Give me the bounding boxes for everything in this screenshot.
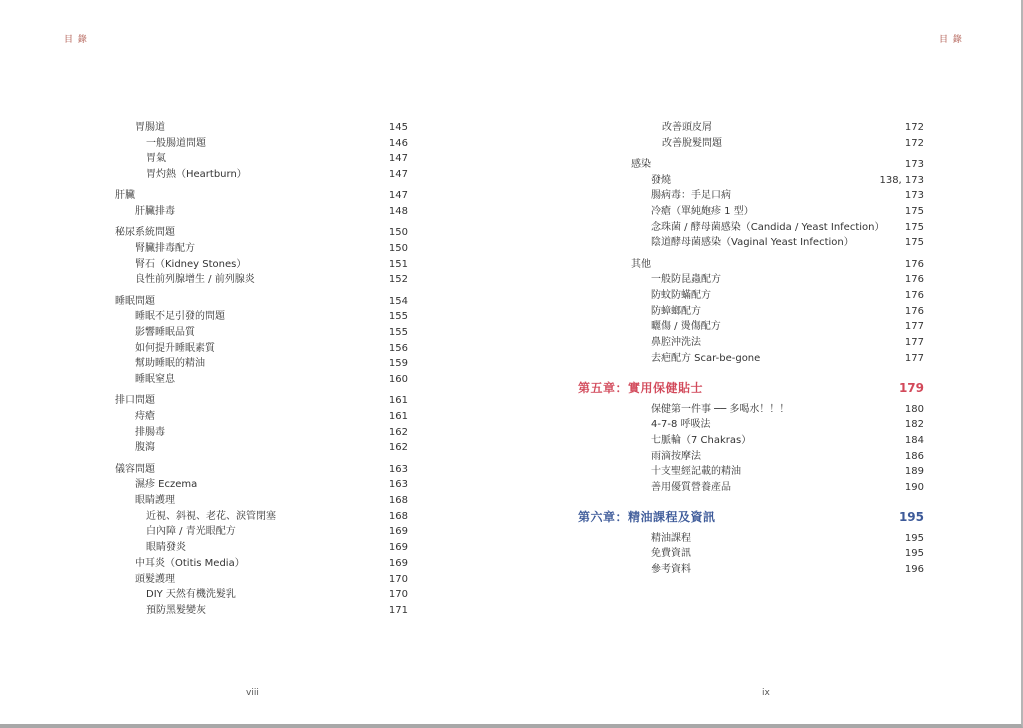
toc-entry-page: 146 xyxy=(388,137,408,149)
toc-entry xyxy=(115,372,408,388)
toc-entry-page: 173 xyxy=(904,190,924,202)
toc-entry xyxy=(631,204,924,220)
toc-entry xyxy=(631,402,924,418)
toc-entry-title: 近視、斜視、老花、淚管閉塞 xyxy=(146,510,276,522)
toc-entry xyxy=(631,319,924,335)
toc-entry-title: 中耳炎（Otitis Media） xyxy=(135,557,245,569)
toc-entry xyxy=(115,477,408,493)
toc-entry-page: 170 xyxy=(388,589,408,601)
toc-entry xyxy=(115,409,408,425)
toc-entry-page: 177 xyxy=(904,321,924,333)
toc-entry-title: 一般腸道問題 xyxy=(146,137,206,149)
toc-entry-page: 175 xyxy=(904,237,924,249)
toc-entry xyxy=(631,464,924,480)
toc-entry-title: 腹瀉 xyxy=(135,442,155,454)
toc-entry xyxy=(631,220,924,236)
toc-entry-title: 念珠菌 / 酵母菌感染（Candida / Yeast Infection） xyxy=(651,221,885,233)
toc-entry-title: 胃腸道 xyxy=(135,122,165,133)
toc-entry xyxy=(115,204,408,220)
toc-entry-page: 180 xyxy=(904,403,924,415)
toc-entry-page: 172 xyxy=(904,122,924,133)
toc-entry-page: 176 xyxy=(904,290,924,302)
toc-entry xyxy=(115,587,408,603)
toc-entry-page: 176 xyxy=(904,274,924,286)
chapter-page: 195 xyxy=(898,509,924,524)
toc-entry xyxy=(631,546,924,562)
toc-entry-title: 排口問題 xyxy=(115,395,155,407)
toc-entry-page: 168 xyxy=(388,510,408,522)
chapter-page: 179 xyxy=(898,380,924,395)
toc-entry-title: 頭髮護理 xyxy=(135,573,175,585)
toc-entry xyxy=(631,272,924,288)
toc-entry-title: 眼睛護理 xyxy=(135,495,175,507)
toc-entry xyxy=(115,241,408,257)
toc-entry-page: 147 xyxy=(388,153,408,165)
toc-entry-title: 秘尿系統問題 xyxy=(115,227,175,239)
toc-entry-title: DIY 天然有機洗髮乳 xyxy=(146,589,236,601)
toc-entry-page: 147 xyxy=(388,190,408,202)
toc-entry-page: 182 xyxy=(904,419,924,431)
toc-entry-title: 儀容問題 xyxy=(115,463,155,475)
toc-entry-title: 改善脫髮問題 xyxy=(662,137,722,149)
toc-entry-page: 186 xyxy=(904,450,924,462)
toc-entry-title: 4-7-8 呼吸法 xyxy=(651,419,711,431)
toc-entry-title: 防蚊防蟎配方 xyxy=(651,290,711,302)
toc-entry-page: 171 xyxy=(388,604,408,616)
toc-section-entry xyxy=(115,462,408,478)
toc-entry-title: 陰道酵母菌感染（Vaginal Yeast Infection） xyxy=(651,237,854,249)
toc-entry xyxy=(631,480,924,496)
toc-entry xyxy=(631,120,924,136)
toc-entry-title: 保健第一件事 ── 多喝水！！！ xyxy=(651,403,790,415)
toc-entry-title: 胃氣 xyxy=(146,153,166,165)
toc-entry-title: 白內障 / 青光眼配方 xyxy=(146,526,236,538)
toc-entry-page: 177 xyxy=(904,337,924,349)
toc-entry-page: 163 xyxy=(388,463,408,475)
toc-entry-title: 其他 xyxy=(631,258,651,270)
toc-entry xyxy=(115,120,408,136)
toc-entry-page: 190 xyxy=(904,481,924,493)
toc-entry-title: 胃灼熱（Heartburn） xyxy=(146,169,247,181)
toc-entry-page: 168 xyxy=(388,495,408,507)
toc-entry xyxy=(631,351,924,367)
toc-entry-page: 163 xyxy=(388,479,408,491)
toc-entry-page: 160 xyxy=(388,374,408,386)
toc-entry-page: 159 xyxy=(388,358,408,370)
toc-entry-page: 152 xyxy=(388,274,408,286)
toc-entry-title: 七脈輪（7 Chakras） xyxy=(651,434,752,446)
toc-entry xyxy=(631,449,924,465)
toc-entry-title: 肝臟排毒 xyxy=(135,206,175,218)
toc-entry-page: 150 xyxy=(388,243,408,254)
toc-entry xyxy=(115,524,408,540)
toc-entry-page: 176 xyxy=(904,305,924,317)
toc-entry-title: 腎石（Kidney Stones） xyxy=(135,258,247,270)
toc-entry-page: 184 xyxy=(904,434,924,446)
toc-entry-title: 腎臟排毒配方 xyxy=(135,243,195,254)
toc-entry-page: 170 xyxy=(388,573,408,585)
toc-entry xyxy=(115,167,408,183)
toc-entry xyxy=(115,540,408,556)
toc-entry-page: 150 xyxy=(388,227,408,239)
toc-entry-page: 138, 173 xyxy=(879,174,924,186)
toc-entry xyxy=(631,433,924,449)
toc-entry xyxy=(115,341,408,357)
toc-entry xyxy=(631,173,924,189)
toc-entry-title: 良性前列腺增生 / 前列腺炎 xyxy=(135,274,255,286)
toc-entry-page: 195 xyxy=(904,548,924,560)
toc-entry-title: 免費資訊 xyxy=(651,548,691,560)
toc-entry-page: 154 xyxy=(388,295,408,307)
toc-entry-title: 發燒 xyxy=(651,174,671,186)
toc-entry-page: 169 xyxy=(388,542,408,554)
toc-entry-page: 177 xyxy=(904,352,924,364)
toc-entry-title: 睡眠問題 xyxy=(115,295,155,307)
toc-entry xyxy=(115,440,408,456)
running-head-left: 目 錄 xyxy=(64,35,88,45)
toc-entry-page: 156 xyxy=(388,342,408,354)
toc-entry-title: 去疤配方 Scar-be-gone xyxy=(651,352,761,364)
toc-entry xyxy=(115,556,408,572)
toc-entry-page: 189 xyxy=(904,466,924,478)
toc-entry xyxy=(631,562,924,578)
toc-entry-title: 雨滴按摩法 xyxy=(651,450,701,462)
toc-entry-page: 173 xyxy=(904,158,924,170)
toc-entry-page: 175 xyxy=(904,221,924,233)
toc-entry-page: 161 xyxy=(388,395,408,407)
toc-entry-title: 幫助睡眠的精油 xyxy=(135,358,205,370)
toc-section-entry xyxy=(631,257,924,273)
toc-entry xyxy=(115,136,408,152)
chapter-five-heading xyxy=(578,378,924,402)
toc-section-entry xyxy=(115,188,408,204)
toc-entry-title: 睡眠不足引發的問題 xyxy=(135,311,225,323)
toc-entry-page: 148 xyxy=(388,206,408,218)
toc-entry-page: 147 xyxy=(388,169,408,181)
toc-entry xyxy=(631,188,924,204)
toc-entry-page: 195 xyxy=(904,532,924,544)
toc-entry-title: 防蟑螂配方 xyxy=(651,305,701,317)
chapter-title: 第五章：實用保健貼士 xyxy=(578,380,704,395)
toc-entry-title: 痔瘡 xyxy=(135,411,155,423)
toc-entry xyxy=(631,335,924,351)
left-page xyxy=(0,0,511,724)
toc-entry-title: 眼睛發炎 xyxy=(146,542,186,554)
toc-section-entry xyxy=(631,157,924,173)
toc-entry-page: 169 xyxy=(388,557,408,569)
toc-entry xyxy=(115,572,408,588)
toc-entry xyxy=(631,417,924,433)
page-number-right: ix xyxy=(762,688,770,698)
toc-entry-page: 169 xyxy=(388,526,408,538)
toc-entry-title: 預防黑髮變灰 xyxy=(146,604,206,616)
toc-entry xyxy=(631,304,924,320)
toc-entry xyxy=(115,603,408,619)
toc-entry-title: 曬傷 / 燙傷配方 xyxy=(651,321,721,333)
toc-entry-title: 鼻腔沖洗法 xyxy=(651,337,701,349)
toc-entry-title: 肝臟 xyxy=(115,190,135,202)
toc-entry-page: 162 xyxy=(388,426,408,438)
toc-entry-title: 一般防昆蟲配方 xyxy=(651,274,721,286)
chapter-title: 第六章：精油課程及資訊 xyxy=(578,509,716,524)
toc-entry xyxy=(115,272,408,288)
toc-entry xyxy=(115,309,408,325)
toc-entry-page: 155 xyxy=(388,327,408,339)
toc-entry-title: 腸病毒：手足口病 xyxy=(651,190,731,202)
toc-entry xyxy=(631,531,924,547)
toc-entry-title: 精油課程 xyxy=(651,532,691,544)
toc-entry-page: 172 xyxy=(904,137,924,149)
toc-entry-title: 睡眠窒息 xyxy=(135,374,175,386)
toc-entry xyxy=(631,136,924,152)
toc-entry-title: 感染 xyxy=(631,158,651,170)
toc-entry-title: 如何提升睡眠素質 xyxy=(135,342,215,354)
toc-section-entry xyxy=(115,393,408,409)
right-page xyxy=(511,0,1021,724)
toc-entry-title: 排腸毒 xyxy=(135,426,165,438)
toc-entry xyxy=(115,257,408,273)
toc-entry xyxy=(115,325,408,341)
toc-entry-title: 參考資料 xyxy=(651,564,691,575)
toc-entry xyxy=(115,493,408,509)
toc-entry-title: 影響睡眠品質 xyxy=(135,327,195,339)
toc-entry-page: 151 xyxy=(388,258,408,270)
toc-section-entry xyxy=(115,294,408,310)
page-number-left: viii xyxy=(246,688,259,698)
toc-entry-page: 162 xyxy=(388,442,408,454)
toc-entry-page: 175 xyxy=(904,206,924,218)
toc-entry xyxy=(115,509,408,525)
toc-entry xyxy=(631,288,924,304)
toc-entry-title: 善用優質營養產品 xyxy=(651,481,731,493)
toc-entry-title: 冷瘡（單純皰疹 1 型） xyxy=(651,206,754,218)
toc-entry-title: 濕疹 Eczema xyxy=(135,479,198,491)
toc-right xyxy=(578,120,924,578)
toc-entry xyxy=(115,425,408,441)
toc-entry xyxy=(115,356,408,372)
toc-entry xyxy=(115,151,408,167)
toc-entry-page: 161 xyxy=(388,411,408,423)
toc-entry-page: 196 xyxy=(904,564,924,575)
running-head-right: 目 錄 xyxy=(939,35,963,45)
toc-entry-title: 改善頭皮屑 xyxy=(662,122,712,133)
chapter-six-heading xyxy=(578,507,924,531)
toc-entry-page: 155 xyxy=(388,311,408,323)
toc-section-entry xyxy=(115,225,408,241)
toc-entry-page: 145 xyxy=(388,122,408,133)
toc-entry xyxy=(631,235,924,251)
toc-entry-title: 十支聖經記載的精油 xyxy=(651,466,741,478)
toc-left xyxy=(115,120,408,619)
toc-entry-page: 176 xyxy=(904,258,924,270)
